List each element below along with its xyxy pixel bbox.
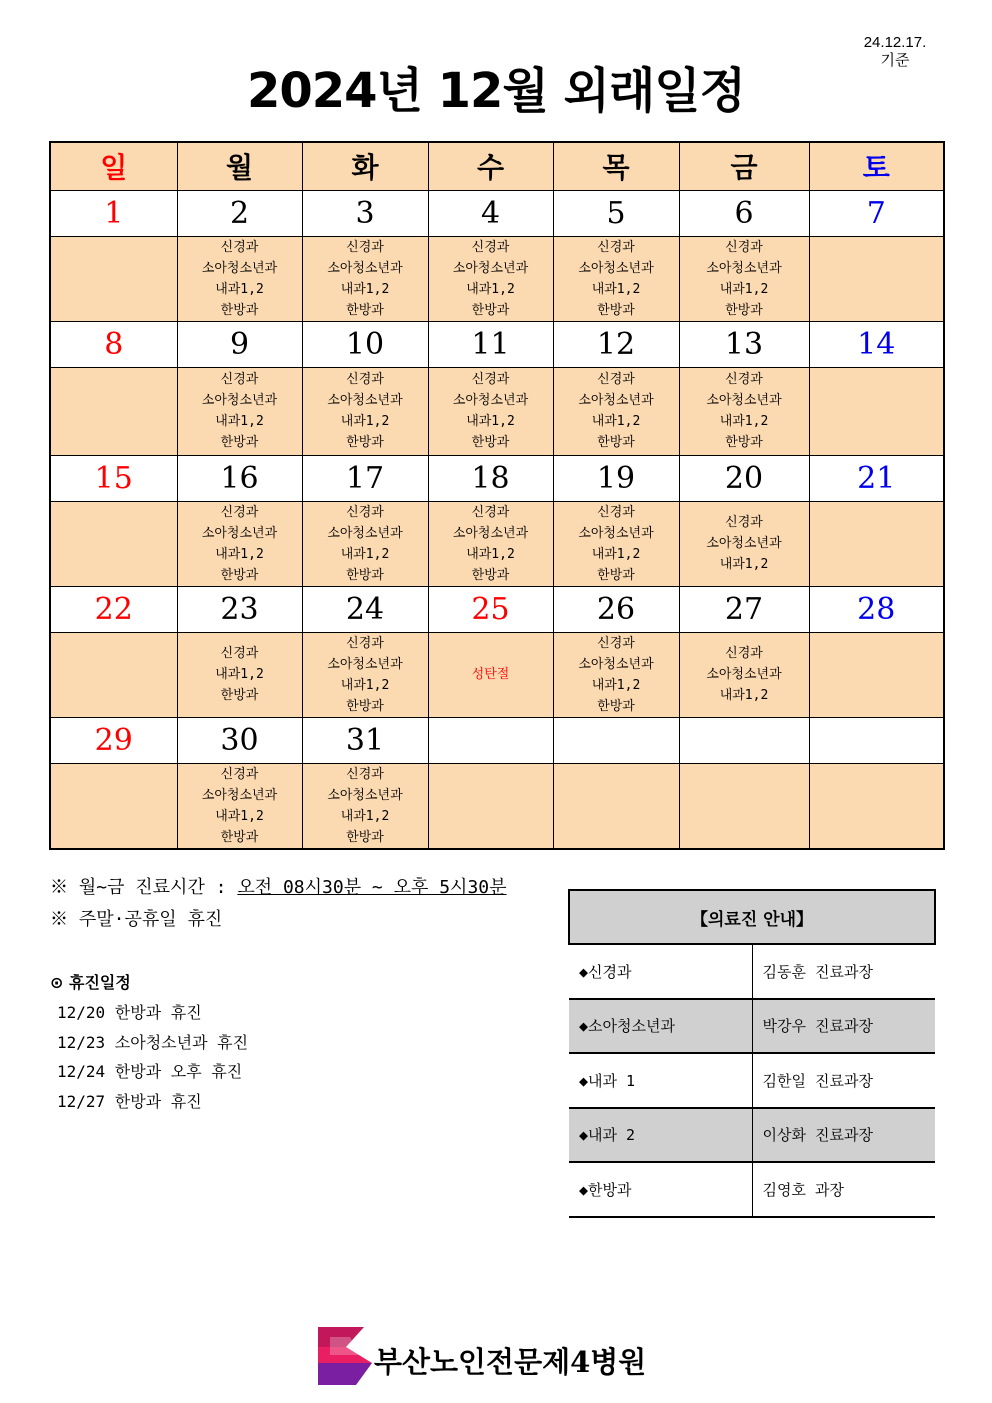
date-number	[553, 717, 679, 763]
date-number: 26	[553, 586, 679, 632]
schedule-cell	[428, 236, 553, 321]
weekday-header: 화	[302, 142, 428, 190]
schedule-cell	[302, 501, 428, 586]
date-number	[428, 717, 553, 763]
date-number: 20	[679, 455, 809, 501]
department-entry: 소아청소년과	[327, 525, 403, 541]
department-entry: 성탄절	[471, 667, 510, 682]
schedule-cell	[553, 501, 679, 586]
department-entry: 한방과	[471, 567, 510, 583]
department-entry: 소아청소년과	[201, 260, 278, 276]
staff-dept: ◆소아청소년과	[569, 999, 752, 1054]
department-entry: 내과1,2	[719, 414, 769, 429]
hospital-logo-icon	[316, 1325, 376, 1387]
department-entry: 소아청소년과	[201, 525, 278, 541]
department-entry: 소아청소년과	[327, 260, 403, 276]
date-number: 14	[809, 321, 944, 367]
date-number: 10	[302, 321, 428, 367]
department-entry: 신경과	[597, 504, 635, 520]
department-entry: 한방과	[597, 567, 635, 583]
schedule-row	[50, 763, 944, 849]
date-number: 18	[428, 455, 553, 501]
as-of-label: 기준	[880, 52, 910, 69]
staff-doctor: 김한일 진료과장	[752, 1053, 935, 1108]
schedule-cell	[50, 236, 177, 321]
staff-dept: ◆한방과	[569, 1162, 752, 1217]
date-number: 7	[809, 190, 944, 236]
schedule-cell	[679, 236, 809, 321]
department-entry: 신경과	[725, 646, 763, 661]
date-number: 29	[50, 717, 177, 763]
date-row	[50, 717, 944, 763]
department-entry: 신경과	[597, 635, 635, 651]
staff-dept: ◆내과 1	[569, 1053, 752, 1108]
department-entry: 내과1,2	[340, 677, 390, 693]
schedule-cell	[679, 501, 809, 586]
department-entry: 소아청소년과	[706, 393, 782, 408]
staff-row	[569, 944, 935, 999]
department-entry: 소아청소년과	[327, 787, 403, 803]
department-entry: 내과1,2	[215, 667, 264, 682]
staff-doctor: 박강우 진료과장	[752, 999, 935, 1054]
schedule-cell	[553, 763, 679, 849]
date-number: 3	[302, 190, 428, 236]
date-number: 6	[679, 190, 809, 236]
date-number: 19	[553, 455, 679, 501]
schedule-cell	[809, 236, 944, 321]
schedule-row	[50, 501, 944, 586]
date-number	[809, 717, 944, 763]
department-entry: 소아청소년과	[578, 656, 654, 672]
department-entry: 내과1,2	[215, 414, 264, 429]
date-number: 12	[553, 321, 679, 367]
department-entry: 내과1,2	[340, 546, 390, 562]
clinic-hours-prefix: ※ 월~금 진료시간 :	[50, 877, 238, 898]
department-entry: 한방과	[471, 435, 510, 450]
page-title: 2024년 12월 외래일정	[246, 63, 746, 119]
department-entry: 신경과	[220, 504, 259, 520]
department-entry: 신경과	[346, 372, 384, 387]
schedule-row	[50, 236, 944, 321]
weekday-header: 토	[809, 142, 944, 190]
department-entry: 한방과	[597, 698, 635, 714]
date-number: 11	[428, 321, 553, 367]
department-entry: 소아청소년과	[327, 393, 403, 408]
department-entry: 소아청소년과	[578, 260, 654, 276]
schedule-cell	[177, 763, 302, 849]
department-entry: 내과1,2	[466, 281, 515, 297]
department-entry: 신경과	[725, 239, 763, 255]
schedule-row	[50, 632, 944, 717]
date-number: 22	[50, 586, 177, 632]
department-entry: 신경과	[346, 635, 384, 651]
department-entry: 소아청소년과	[201, 393, 278, 408]
as-of-date	[840, 34, 950, 70]
department-entry: 내과1,2	[719, 688, 769, 703]
staff-doctor: 김영호 과장	[752, 1162, 935, 1217]
department-entry: 한방과	[346, 698, 384, 714]
department-entry: 신경과	[346, 766, 384, 782]
date-number: 23	[177, 586, 302, 632]
staff-table-title: 【의료진 안내】	[569, 890, 935, 944]
date-number: 2	[177, 190, 302, 236]
staff-dept: ◆신경과	[569, 944, 752, 999]
date-number: 17	[302, 455, 428, 501]
date-number: 25	[428, 586, 553, 632]
date-number: 8	[50, 321, 177, 367]
department-entry: 소아청소년과	[706, 536, 782, 551]
closed-item: 12/24 한방과 오후 휴진	[57, 1062, 243, 1081]
closed-item: 12/27 한방과 휴진	[57, 1091, 202, 1111]
department-entry: 내과1,2	[591, 546, 641, 562]
schedule-row	[50, 367, 944, 455]
date-number: 4	[428, 190, 553, 236]
schedule-cell	[809, 763, 944, 849]
schedule-cell	[177, 501, 302, 586]
department-entry: 한방과	[346, 302, 384, 318]
department-entry: 소아청소년과	[327, 656, 403, 672]
weekday-header: 월	[177, 142, 302, 190]
department-entry: 한방과	[725, 435, 763, 450]
department-entry: 신경과	[471, 372, 510, 387]
closed-schedule-title	[50, 970, 131, 993]
department-entry: 한방과	[346, 829, 384, 845]
staff-row	[569, 1053, 935, 1108]
department-entry: 신경과	[346, 239, 384, 255]
weekday-header: 일	[50, 142, 177, 190]
date-number: 5	[553, 190, 679, 236]
date-number: 27	[679, 586, 809, 632]
department-entry: 내과1,2	[466, 546, 515, 562]
schedule-cell	[50, 501, 177, 586]
date-number: 24	[302, 586, 428, 632]
department-entry: 한방과	[220, 567, 259, 583]
department-entry: 신경과	[220, 372, 259, 387]
weekend-closed-note: ※ 주말·공휴일 휴진	[50, 909, 223, 930]
schedule-cell	[177, 236, 302, 321]
closed-schedule-list	[57, 998, 248, 1116]
schedule-cell	[553, 367, 679, 455]
weekday-header: 목	[553, 142, 679, 190]
department-entry: 한방과	[220, 688, 259, 703]
department-entry: 한방과	[597, 435, 635, 450]
medical-staff-table	[568, 889, 936, 1218]
schedule-cell	[679, 367, 809, 455]
weekday-header: 수	[428, 142, 553, 190]
date-number: 30	[177, 717, 302, 763]
staff-doctor: 김동훈 진료과장	[752, 944, 935, 999]
date-number: 1	[50, 190, 177, 236]
department-entry: 소아청소년과	[452, 525, 529, 541]
department-entry: 내과1,2	[719, 557, 769, 572]
schedule-cell	[553, 632, 679, 717]
schedule-cell	[428, 367, 553, 455]
target-icon: ⊙	[50, 973, 64, 992]
clinic-hours: 오전 08시30분 ~ 오후 5시30분	[237, 877, 507, 898]
schedule-cell	[809, 501, 944, 586]
schedule-cell	[177, 632, 302, 717]
date-number: 21	[809, 455, 944, 501]
schedule-cell	[302, 763, 428, 849]
department-entry: 소아청소년과	[452, 393, 529, 408]
department-entry: 신경과	[725, 515, 763, 530]
date-number: 9	[177, 321, 302, 367]
department-entry: 한방과	[220, 435, 259, 450]
department-entry: 내과1,2	[340, 808, 390, 824]
department-entry: 소아청소년과	[452, 260, 529, 276]
schedule-cell	[809, 367, 944, 455]
hospital-name: 부산노인전문제4병원	[374, 1345, 647, 1379]
schedule-cell	[302, 236, 428, 321]
closed-schedule-heading: 휴진일정	[68, 973, 131, 992]
department-entry: 한방과	[346, 567, 384, 583]
schedule-cell	[428, 632, 553, 717]
staff-row	[569, 1162, 935, 1217]
department-entry: 한방과	[220, 829, 259, 845]
schedule-cell	[553, 236, 679, 321]
notes	[50, 872, 507, 936]
schedule-cell	[809, 632, 944, 717]
department-entry: 신경과	[725, 372, 763, 387]
weekday-header: 금	[679, 142, 809, 190]
department-entry: 신경과	[471, 239, 510, 255]
schedule-cell	[428, 763, 553, 849]
outpatient-calendar	[49, 141, 945, 850]
department-entry: 한방과	[471, 302, 510, 318]
schedule-cell	[50, 367, 177, 455]
date-row	[50, 190, 944, 236]
department-entry: 소아청소년과	[201, 787, 278, 803]
date-row	[50, 455, 944, 501]
department-entry: 내과1,2	[340, 281, 390, 297]
department-entry: 내과1,2	[591, 677, 641, 693]
department-entry: 소아청소년과	[578, 393, 654, 408]
department-entry: 내과1,2	[215, 281, 264, 297]
department-entry: 신경과	[597, 239, 635, 255]
staff-row	[569, 1108, 935, 1163]
department-entry: 소아청소년과	[578, 525, 654, 541]
department-entry: 소아청소년과	[706, 667, 782, 682]
date-number: 28	[809, 586, 944, 632]
department-entry: 내과1,2	[591, 281, 641, 297]
department-entry: 신경과	[471, 504, 510, 520]
department-entry: 내과1,2	[215, 808, 264, 824]
as-of-date-value: 24.12.17.	[863, 34, 927, 51]
closed-item: 12/20 한방과 휴진	[57, 1003, 202, 1022]
staff-row	[569, 999, 935, 1054]
department-entry: 소아청소년과	[706, 260, 782, 276]
department-entry: 내과1,2	[719, 281, 769, 297]
department-entry: 신경과	[220, 766, 259, 782]
schedule-cell	[177, 367, 302, 455]
schedule-cell	[679, 632, 809, 717]
date-row	[50, 586, 944, 632]
date-number: 31	[302, 717, 428, 763]
schedule-cell	[428, 501, 553, 586]
clinic-hours-note	[50, 872, 507, 904]
department-entry: 내과1,2	[215, 546, 264, 562]
date-number	[679, 717, 809, 763]
date-number: 16	[177, 455, 302, 501]
date-number: 15	[50, 455, 177, 501]
department-entry: 신경과	[597, 372, 635, 387]
schedule-cell	[50, 763, 177, 849]
schedule-cell	[302, 632, 428, 717]
staff-dept: ◆내과 2	[569, 1108, 752, 1163]
schedule-cell	[302, 367, 428, 455]
department-entry: 신경과	[220, 239, 259, 255]
department-entry: 신경과	[220, 646, 259, 661]
department-entry: 내과1,2	[591, 414, 641, 429]
weekday-header-row	[50, 142, 944, 190]
staff-doctor: 이상화 진료과장	[752, 1108, 935, 1163]
department-entry: 한방과	[597, 302, 635, 318]
department-entry: 신경과	[346, 504, 384, 520]
department-entry: 내과1,2	[466, 414, 515, 429]
schedule-cell	[50, 632, 177, 717]
department-entry: 한방과	[725, 302, 763, 318]
date-row	[50, 321, 944, 367]
closed-item: 12/23 소아청소년과 휴진	[57, 1032, 249, 1052]
date-number: 13	[679, 321, 809, 367]
department-entry: 내과1,2	[340, 414, 390, 429]
department-entry: 한방과	[346, 435, 384, 450]
department-entry: 한방과	[220, 302, 259, 318]
schedule-cell	[679, 763, 809, 849]
